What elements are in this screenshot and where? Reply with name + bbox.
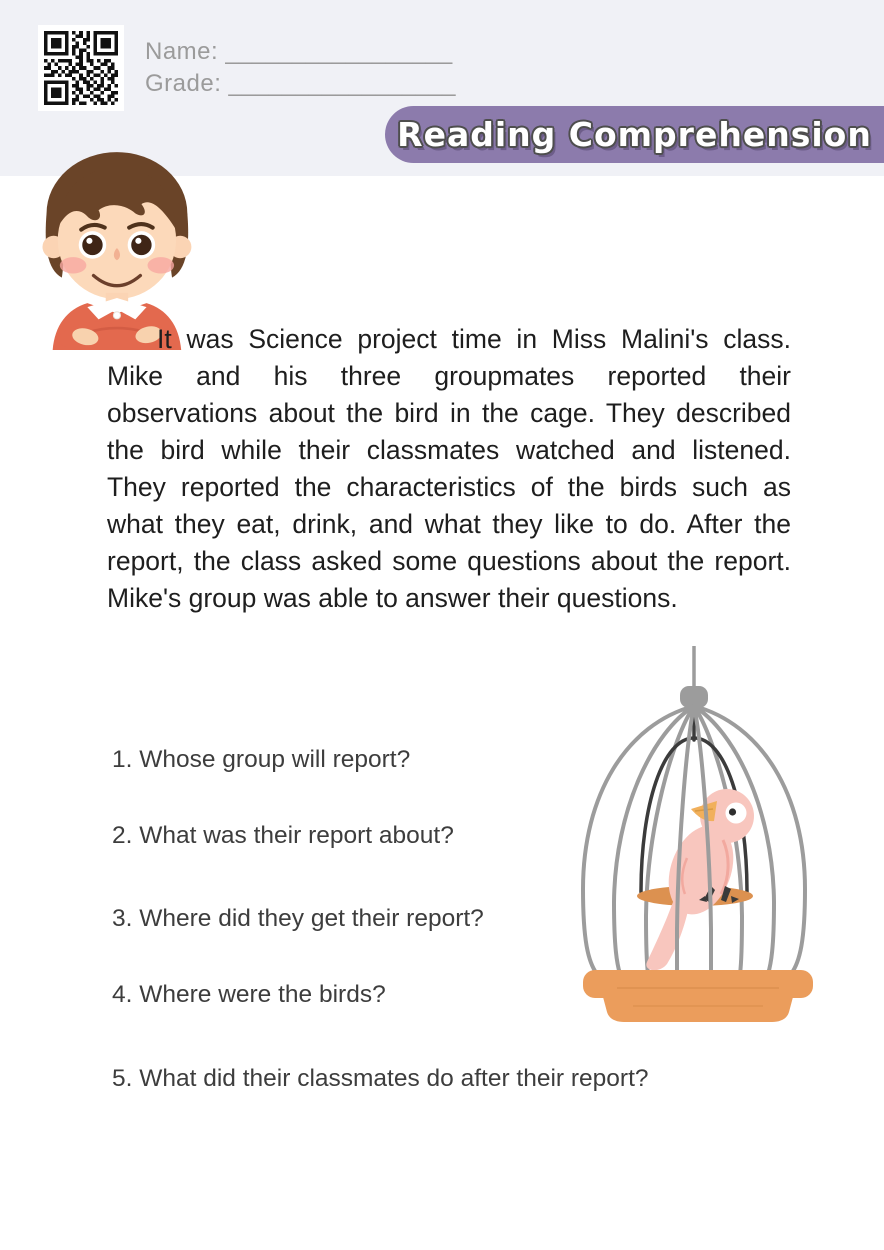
qr-code-modules (44, 31, 118, 105)
boy-collar-button (113, 312, 120, 319)
page-title: Reading Comprehension (397, 115, 872, 154)
question-1: 1. Whose group will report? (112, 746, 411, 773)
name-blank-line[interactable]: _________________ (225, 38, 453, 65)
bird-eye-patch (726, 803, 747, 824)
question-2: 2. What was their report about? (112, 822, 454, 849)
name-field-row (145, 38, 452, 66)
qr-code-icon (38, 25, 124, 111)
boy-illustration (28, 146, 212, 350)
grade-field-row (145, 70, 455, 98)
title-banner (385, 106, 884, 163)
bird-icon (646, 789, 754, 970)
grade-label: Grade: (145, 70, 222, 97)
question-3: 3. Where did they get their report? (112, 905, 484, 932)
passage-text: It was Science project time in Miss Malini's class. Mike and his three groupmates reported their observations about the bird in the cage. They described the bird while their classmates watched and listened. They reported the characteristics of the birds such as what they eat, drink, and what they like to do. After the report, the class asked some questions about the report. Mike's group was able to answer their questions. (107, 324, 791, 613)
name-label: Name: (145, 38, 219, 65)
question-4: 4. Where were the birds? (112, 981, 386, 1008)
boy-cheek-right (148, 257, 175, 273)
question-5: 5. What did their classmates do after their report? (112, 1065, 649, 1092)
cage-base (583, 970, 813, 1022)
grade-blank-line[interactable]: _________________ (228, 70, 456, 97)
birdcage-illustration (575, 644, 820, 1024)
boy-cheek-left (60, 257, 87, 273)
bird-eye (729, 808, 736, 815)
